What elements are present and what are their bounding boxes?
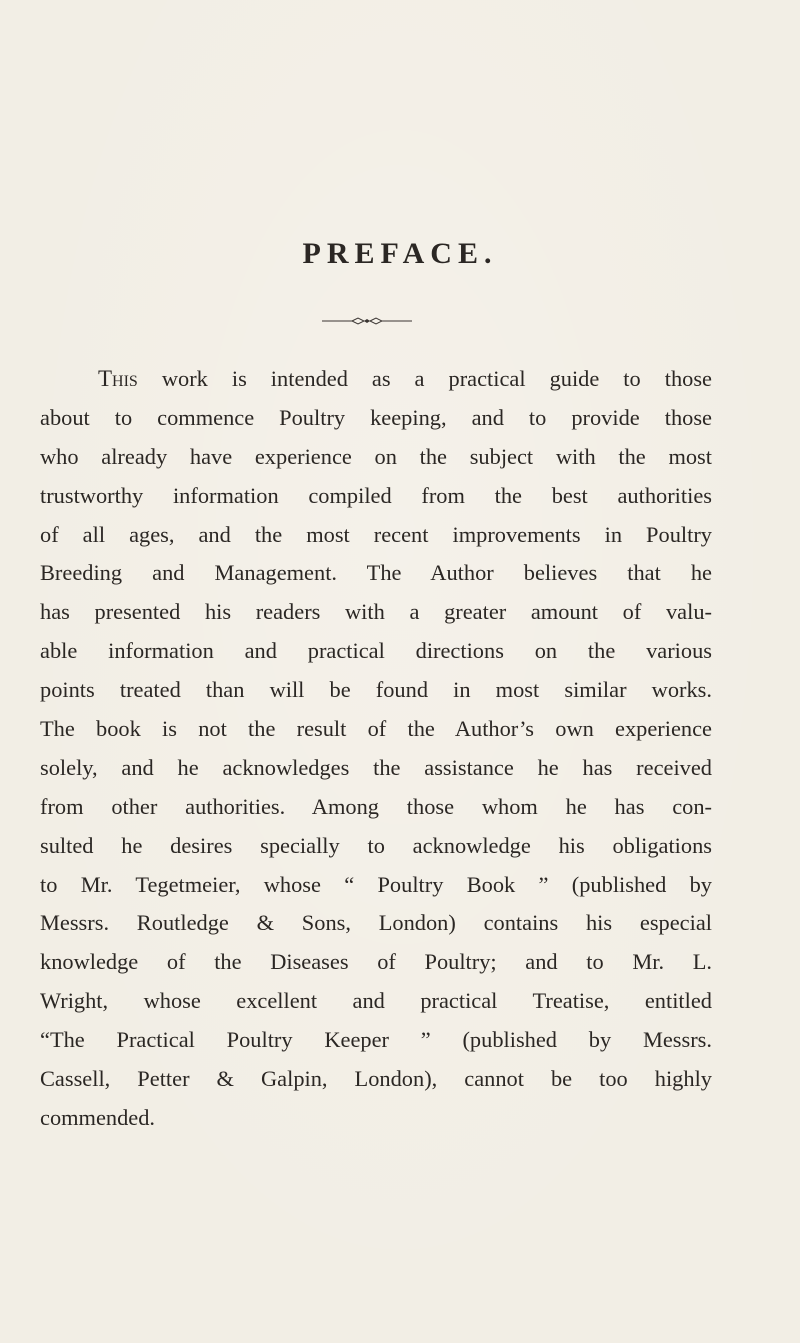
preface-line: sulted he desires specially to acknowledge his obligations: [40, 832, 712, 858]
preface-line: Cassell, Petter & Galpin, London), cannot be too highly: [40, 1066, 712, 1092]
preface-line: solely, and he acknowledges the assistance he has received: [40, 754, 712, 780]
preface-line: from other authorities. Among those whom he has con-: [40, 793, 712, 819]
preface-line: Breeding and Management. The Author believes that he: [40, 560, 712, 586]
preface-line: Messrs. Routledge & Sons, London) contains his especial: [40, 910, 712, 936]
preface-line: “The Practical Poultry Keeper ” (published by Messrs.: [40, 1027, 712, 1053]
divider-ornament-icon: [322, 316, 412, 326]
preface-line: about to commence Poultry keeping, and to provide those: [40, 404, 712, 430]
preface-line: of all ages, and the most recent improvements in Poultry: [40, 521, 712, 547]
preface-line: has presented his readers with a greater amount of valu-: [40, 599, 712, 625]
page-heading: PREFACE.: [302, 237, 498, 270]
preface-line: able information and practical directions on the various: [40, 638, 712, 664]
preface-first-word: This: [98, 366, 138, 391]
preface-line: [40, 360, 712, 399]
preface-line: Wright, whose excellent and practical Treatise, entitled: [40, 988, 712, 1014]
preface-text: [40, 360, 712, 1138]
preface-line: to Mr. Tegetmeier, whose “ Poultry Book ” (published by: [40, 871, 712, 897]
preface-line: who already have experience on the subject with the most: [40, 443, 712, 469]
preface-line: knowledge of the Diseases of Poultry; and to Mr. L.: [40, 949, 712, 975]
preface-line: trustworthy information compiled from the best authorities: [40, 482, 712, 508]
preface-line-text: work is intended as a practical guide to those: [137, 366, 712, 391]
preface-line: commended.: [40, 1104, 156, 1130]
preface-line: points treated than will be found in most similar works.: [40, 677, 712, 703]
preface-line: The book is not the result of the Author’s own experience: [40, 716, 712, 742]
